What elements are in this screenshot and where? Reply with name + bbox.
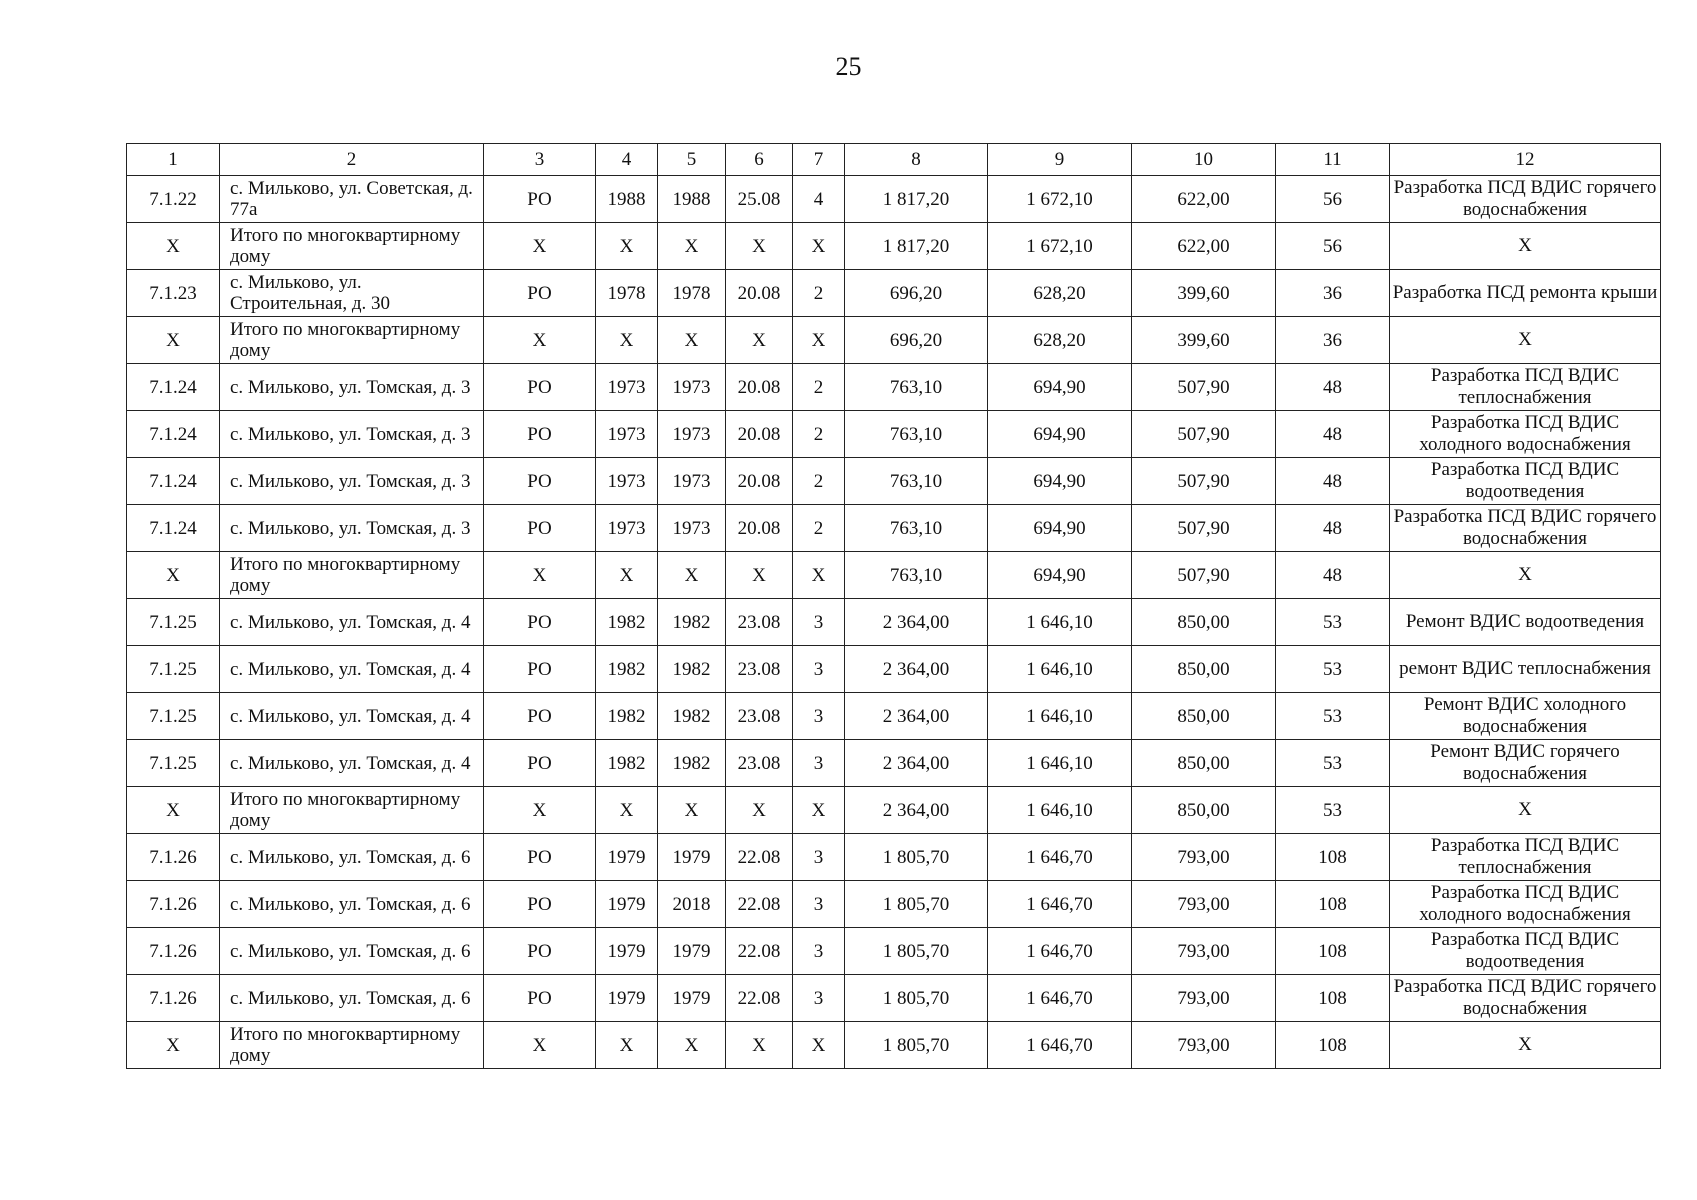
table-cell: 763,10: [845, 552, 988, 599]
table-cell: Х: [127, 787, 220, 834]
table-row: [127, 599, 1661, 646]
table-cell: Разработка ПСД ВДИС горячего водоснабжения: [1390, 176, 1661, 223]
table-cell: 48: [1276, 552, 1390, 599]
table-cell: 1979: [596, 834, 658, 881]
table-cell: РО: [484, 740, 596, 787]
table-cell: 2: [793, 270, 845, 317]
table-cell: 48: [1276, 364, 1390, 411]
table-cell: 1 646,10: [988, 787, 1132, 834]
header-row: [127, 144, 1661, 176]
table-cell: 1973: [658, 505, 726, 552]
table-cell: с. Мильково, ул. Томская, д. 6: [220, 834, 484, 881]
column-header: 7: [793, 144, 845, 176]
table-cell: 1982: [658, 693, 726, 740]
table-cell: РО: [484, 599, 596, 646]
table-cell: 1979: [658, 834, 726, 881]
table-cell: Разработка ПСД ВДИС горячего водоснабжения: [1390, 975, 1661, 1022]
table-cell: с. Мильково, ул. Томская, д. 6: [220, 881, 484, 928]
table-cell: Х: [658, 787, 726, 834]
table-cell: Итого по многоквартирному дому: [220, 552, 484, 599]
table-cell: 694,90: [988, 552, 1132, 599]
table-cell: 7.1.24: [127, 364, 220, 411]
table-cell: 25.08: [726, 176, 793, 223]
table-cell: 1973: [658, 458, 726, 505]
table-cell: 20.08: [726, 411, 793, 458]
column-header: 4: [596, 144, 658, 176]
table-cell: 399,60: [1132, 317, 1276, 364]
table-cell: 7.1.25: [127, 740, 220, 787]
table-cell: Х: [726, 317, 793, 364]
table-cell: Х: [1390, 223, 1661, 270]
table-cell: 1973: [658, 364, 726, 411]
table-cell: Разработка ПСД ВДИС водоотведения: [1390, 928, 1661, 975]
table-cell: 7.1.26: [127, 834, 220, 881]
table-row: [127, 411, 1661, 458]
table-row: [127, 458, 1661, 505]
table-cell: 763,10: [845, 505, 988, 552]
table-cell: с. Мильково, ул. Томская, д. 3: [220, 505, 484, 552]
table-cell: РО: [484, 834, 596, 881]
table-cell: 399,60: [1132, 270, 1276, 317]
table-cell: 1 646,70: [988, 834, 1132, 881]
column-header: 12: [1390, 144, 1661, 176]
table-row: [127, 693, 1661, 740]
table-cell: Х: [658, 552, 726, 599]
column-header: 2: [220, 144, 484, 176]
table-cell: 48: [1276, 505, 1390, 552]
table-cell: 1 646,70: [988, 881, 1132, 928]
table-cell: 2: [793, 411, 845, 458]
table-cell: РО: [484, 646, 596, 693]
table-row: [127, 505, 1661, 552]
table-cell: 850,00: [1132, 599, 1276, 646]
table-cell: Разработка ПСД ВДИС теплоснабжения: [1390, 364, 1661, 411]
table-cell: 23.08: [726, 646, 793, 693]
table-cell: 2: [793, 458, 845, 505]
table-cell: Х: [1390, 1022, 1661, 1069]
table-cell: 108: [1276, 1022, 1390, 1069]
table-cell: Х: [596, 317, 658, 364]
table-cell: 1982: [596, 599, 658, 646]
table-cell: Х: [726, 552, 793, 599]
table-cell: Х: [484, 552, 596, 599]
table-cell: с. Мильково, ул. Томская, д. 3: [220, 458, 484, 505]
table-cell: Х: [596, 223, 658, 270]
table-cell: 2: [793, 364, 845, 411]
table-cell: 1973: [658, 411, 726, 458]
table-cell: 1 646,70: [988, 928, 1132, 975]
table-row: [127, 975, 1661, 1022]
table-cell: 7.1.25: [127, 693, 220, 740]
column-header: 10: [1132, 144, 1276, 176]
table-cell: Разработка ПСД ВДИС водоотведения: [1390, 458, 1661, 505]
table-cell: Разработка ПСД ВДИС холодного водоснабжения: [1390, 411, 1661, 458]
table-cell: 2: [793, 505, 845, 552]
table-cell: Ремонт ВДИС водоотведения: [1390, 599, 1661, 646]
table-cell: 7.1.26: [127, 975, 220, 1022]
table-cell: 696,20: [845, 270, 988, 317]
table-cell: 4: [793, 176, 845, 223]
table-cell: РО: [484, 505, 596, 552]
table-cell: 628,20: [988, 270, 1132, 317]
table-cell: 7.1.22: [127, 176, 220, 223]
table-cell: 763,10: [845, 411, 988, 458]
column-header: 8: [845, 144, 988, 176]
table-cell: 1 646,70: [988, 975, 1132, 1022]
table-cell: 36: [1276, 317, 1390, 364]
table-cell: Итого по многоквартирному дому: [220, 317, 484, 364]
table-cell: с. Мильково, ул. Томская, д. 4: [220, 646, 484, 693]
table-cell: 694,90: [988, 505, 1132, 552]
table-cell: Х: [484, 1022, 596, 1069]
table-cell: 793,00: [1132, 975, 1276, 1022]
table-cell: 23.08: [726, 599, 793, 646]
table-cell: Х: [793, 1022, 845, 1069]
table-cell: Х: [726, 1022, 793, 1069]
table-cell: РО: [484, 693, 596, 740]
table-cell: ремонт ВДИС теплоснабжения: [1390, 646, 1661, 693]
table-cell: 1 646,10: [988, 599, 1132, 646]
table-cell: Х: [658, 317, 726, 364]
table-cell: 622,00: [1132, 223, 1276, 270]
table-cell: 3: [793, 881, 845, 928]
table-cell: 763,10: [845, 458, 988, 505]
table-cell: 2018: [658, 881, 726, 928]
table-cell: Х: [1390, 552, 1661, 599]
table-cell: 22.08: [726, 881, 793, 928]
table-cell: 3: [793, 693, 845, 740]
table-cell: 507,90: [1132, 458, 1276, 505]
column-header: 9: [988, 144, 1132, 176]
table-cell: Х: [127, 1022, 220, 1069]
table-cell: 694,90: [988, 458, 1132, 505]
table-cell: 48: [1276, 458, 1390, 505]
table-cell: 3: [793, 834, 845, 881]
table-cell: РО: [484, 928, 596, 975]
table-cell: РО: [484, 270, 596, 317]
table-cell: 1982: [596, 693, 658, 740]
table-cell: 1979: [658, 928, 726, 975]
table-cell: 1979: [596, 928, 658, 975]
table-cell: Х: [1390, 317, 1661, 364]
table-cell: с. Мильково, ул. Строительная, д. 30: [220, 270, 484, 317]
table-cell: Ремонт ВДИС холодного водоснабжения: [1390, 693, 1661, 740]
page-number: 25: [835, 52, 862, 81]
data-table: [126, 143, 1661, 1069]
table-cell: 7.1.25: [127, 599, 220, 646]
table-cell: РО: [484, 881, 596, 928]
table-cell: Х: [793, 552, 845, 599]
table-cell: 1978: [596, 270, 658, 317]
table-cell: 3: [793, 928, 845, 975]
table-cell: 1 672,10: [988, 223, 1132, 270]
table-cell: 2 364,00: [845, 599, 988, 646]
table-cell: Итого по многоквартирному дому: [220, 223, 484, 270]
table-cell: 622,00: [1132, 176, 1276, 223]
table-cell: Х: [1390, 787, 1661, 834]
table-cell: 1 817,20: [845, 223, 988, 270]
table-cell: 22.08: [726, 834, 793, 881]
table-cell: 1 817,20: [845, 176, 988, 223]
table-cell: 53: [1276, 740, 1390, 787]
table-cell: 793,00: [1132, 834, 1276, 881]
table-row: [127, 787, 1661, 834]
table-cell: 1 646,10: [988, 693, 1132, 740]
table-cell: 7.1.26: [127, 881, 220, 928]
table-cell: 1973: [596, 505, 658, 552]
table-cell: 2 364,00: [845, 646, 988, 693]
table-cell: с. Мильково, ул. Томская, д. 6: [220, 975, 484, 1022]
table-cell: Х: [726, 787, 793, 834]
table-cell: Х: [793, 223, 845, 270]
table-cell: 7.1.26: [127, 928, 220, 975]
table-cell: 1988: [596, 176, 658, 223]
table-cell: 1 646,10: [988, 740, 1132, 787]
table-cell: с. Мильково, ул. Томская, д. 3: [220, 364, 484, 411]
table-cell: 7.1.23: [127, 270, 220, 317]
table-cell: 1973: [596, 458, 658, 505]
table-cell: 694,90: [988, 411, 1132, 458]
table-cell: 22.08: [726, 928, 793, 975]
table-cell: 1979: [658, 975, 726, 1022]
table-cell: РО: [484, 975, 596, 1022]
table-cell: Ремонт ВДИС горячего водоснабжения: [1390, 740, 1661, 787]
table-cell: Х: [484, 317, 596, 364]
table-cell: 1979: [596, 881, 658, 928]
table-cell: 793,00: [1132, 1022, 1276, 1069]
table-cell: 108: [1276, 881, 1390, 928]
table-cell: 48: [1276, 411, 1390, 458]
table-cell: 1982: [658, 646, 726, 693]
table-cell: 628,20: [988, 317, 1132, 364]
table-cell: 53: [1276, 787, 1390, 834]
table-cell: 793,00: [1132, 881, 1276, 928]
table-cell: 3: [793, 975, 845, 1022]
table-row: [127, 270, 1661, 317]
table-cell: РО: [484, 411, 596, 458]
table-cell: Х: [596, 787, 658, 834]
table-cell: 850,00: [1132, 787, 1276, 834]
table-cell: 108: [1276, 975, 1390, 1022]
table-cell: 1973: [596, 364, 658, 411]
table-cell: Х: [726, 223, 793, 270]
table-cell: 507,90: [1132, 552, 1276, 599]
table-cell: Х: [127, 223, 220, 270]
table-cell: 1 805,70: [845, 881, 988, 928]
table-cell: 20.08: [726, 270, 793, 317]
column-header: 11: [1276, 144, 1390, 176]
table-row: [127, 1022, 1661, 1069]
table-cell: Х: [658, 1022, 726, 1069]
table-cell: Х: [596, 1022, 658, 1069]
table-cell: 1973: [596, 411, 658, 458]
table-cell: с. Мильково, ул. Томская, д. 3: [220, 411, 484, 458]
column-header: 3: [484, 144, 596, 176]
table-cell: 108: [1276, 834, 1390, 881]
table-cell: 850,00: [1132, 693, 1276, 740]
table-cell: 1 646,10: [988, 646, 1132, 693]
table-cell: Итого по многоквартирному дому: [220, 1022, 484, 1069]
table-cell: 3: [793, 646, 845, 693]
table-cell: 1 805,70: [845, 975, 988, 1022]
table-cell: 1982: [596, 646, 658, 693]
table-cell: с. Мильково, ул. Томская, д. 4: [220, 599, 484, 646]
table-cell: 694,90: [988, 364, 1132, 411]
table-row: [127, 646, 1661, 693]
table-row: [127, 364, 1661, 411]
table-row: [127, 223, 1661, 270]
table-cell: Разработка ПСД ремонта крыши: [1390, 270, 1661, 317]
table-cell: 53: [1276, 646, 1390, 693]
table-cell: 507,90: [1132, 364, 1276, 411]
table-cell: 108: [1276, 928, 1390, 975]
table-cell: 7.1.24: [127, 458, 220, 505]
table-cell: 53: [1276, 599, 1390, 646]
table-cell: 850,00: [1132, 740, 1276, 787]
table-cell: Х: [484, 787, 596, 834]
table-cell: 56: [1276, 176, 1390, 223]
table-cell: с. Мильково, ул. Томская, д. 6: [220, 928, 484, 975]
table-cell: 793,00: [1132, 928, 1276, 975]
column-header: 5: [658, 144, 726, 176]
table-cell: 3: [793, 599, 845, 646]
table-cell: 1982: [658, 599, 726, 646]
table-row: [127, 552, 1661, 599]
table-cell: 2 364,00: [845, 693, 988, 740]
table-cell: Х: [127, 552, 220, 599]
table-cell: РО: [484, 458, 596, 505]
table-cell: 1 805,70: [845, 928, 988, 975]
table-cell: 23.08: [726, 740, 793, 787]
table-row: [127, 176, 1661, 223]
table-cell: 20.08: [726, 505, 793, 552]
table-cell: 507,90: [1132, 505, 1276, 552]
table-cell: Х: [793, 317, 845, 364]
table-cell: 1978: [658, 270, 726, 317]
table-cell: 7.1.24: [127, 411, 220, 458]
table-cell: 2 364,00: [845, 740, 988, 787]
table-row: [127, 881, 1661, 928]
table-cell: 22.08: [726, 975, 793, 1022]
table-cell: 1979: [596, 975, 658, 1022]
table-cell: 53: [1276, 693, 1390, 740]
column-header: 6: [726, 144, 793, 176]
table-cell: 56: [1276, 223, 1390, 270]
table-cell: 1988: [658, 176, 726, 223]
table-cell: 20.08: [726, 458, 793, 505]
table-cell: Итого по многоквартирному дому: [220, 787, 484, 834]
table-cell: 36: [1276, 270, 1390, 317]
table-cell: 2 364,00: [845, 787, 988, 834]
table-row: [127, 928, 1661, 975]
table-row: [127, 834, 1661, 881]
table-cell: 7.1.24: [127, 505, 220, 552]
table-cell: 1982: [596, 740, 658, 787]
table-cell: Х: [793, 787, 845, 834]
table-cell: Х: [596, 552, 658, 599]
table-cell: 20.08: [726, 364, 793, 411]
table-cell: Х: [484, 223, 596, 270]
table-cell: Х: [658, 223, 726, 270]
table-cell: 23.08: [726, 693, 793, 740]
table-row: [127, 317, 1661, 364]
table-cell: 1982: [658, 740, 726, 787]
table-cell: 507,90: [1132, 411, 1276, 458]
table-cell: Разработка ПСД ВДИС горячего водоснабжения: [1390, 505, 1661, 552]
table-cell: 1 646,70: [988, 1022, 1132, 1069]
table-cell: 1 672,10: [988, 176, 1132, 223]
table-cell: РО: [484, 176, 596, 223]
table-cell: Разработка ПСД ВДИС холодного водоснабжения: [1390, 881, 1661, 928]
table-cell: 696,20: [845, 317, 988, 364]
table-cell: с. Мильково, ул. Томская, д. 4: [220, 740, 484, 787]
table-cell: 1 805,70: [845, 834, 988, 881]
table-row: [127, 740, 1661, 787]
table-cell: Х: [127, 317, 220, 364]
table-cell: 3: [793, 740, 845, 787]
table-cell: РО: [484, 364, 596, 411]
table-cell: 850,00: [1132, 646, 1276, 693]
table-cell: 7.1.25: [127, 646, 220, 693]
column-header: 1: [127, 144, 220, 176]
table-cell: 1 805,70: [845, 1022, 988, 1069]
table-cell: Разработка ПСД ВДИС теплоснабжения: [1390, 834, 1661, 881]
table-cell: 763,10: [845, 364, 988, 411]
table-cell: с. Мильково, ул. Томская, д. 4: [220, 693, 484, 740]
table-cell: с. Мильково, ул. Советская, д. 77а: [220, 176, 484, 223]
